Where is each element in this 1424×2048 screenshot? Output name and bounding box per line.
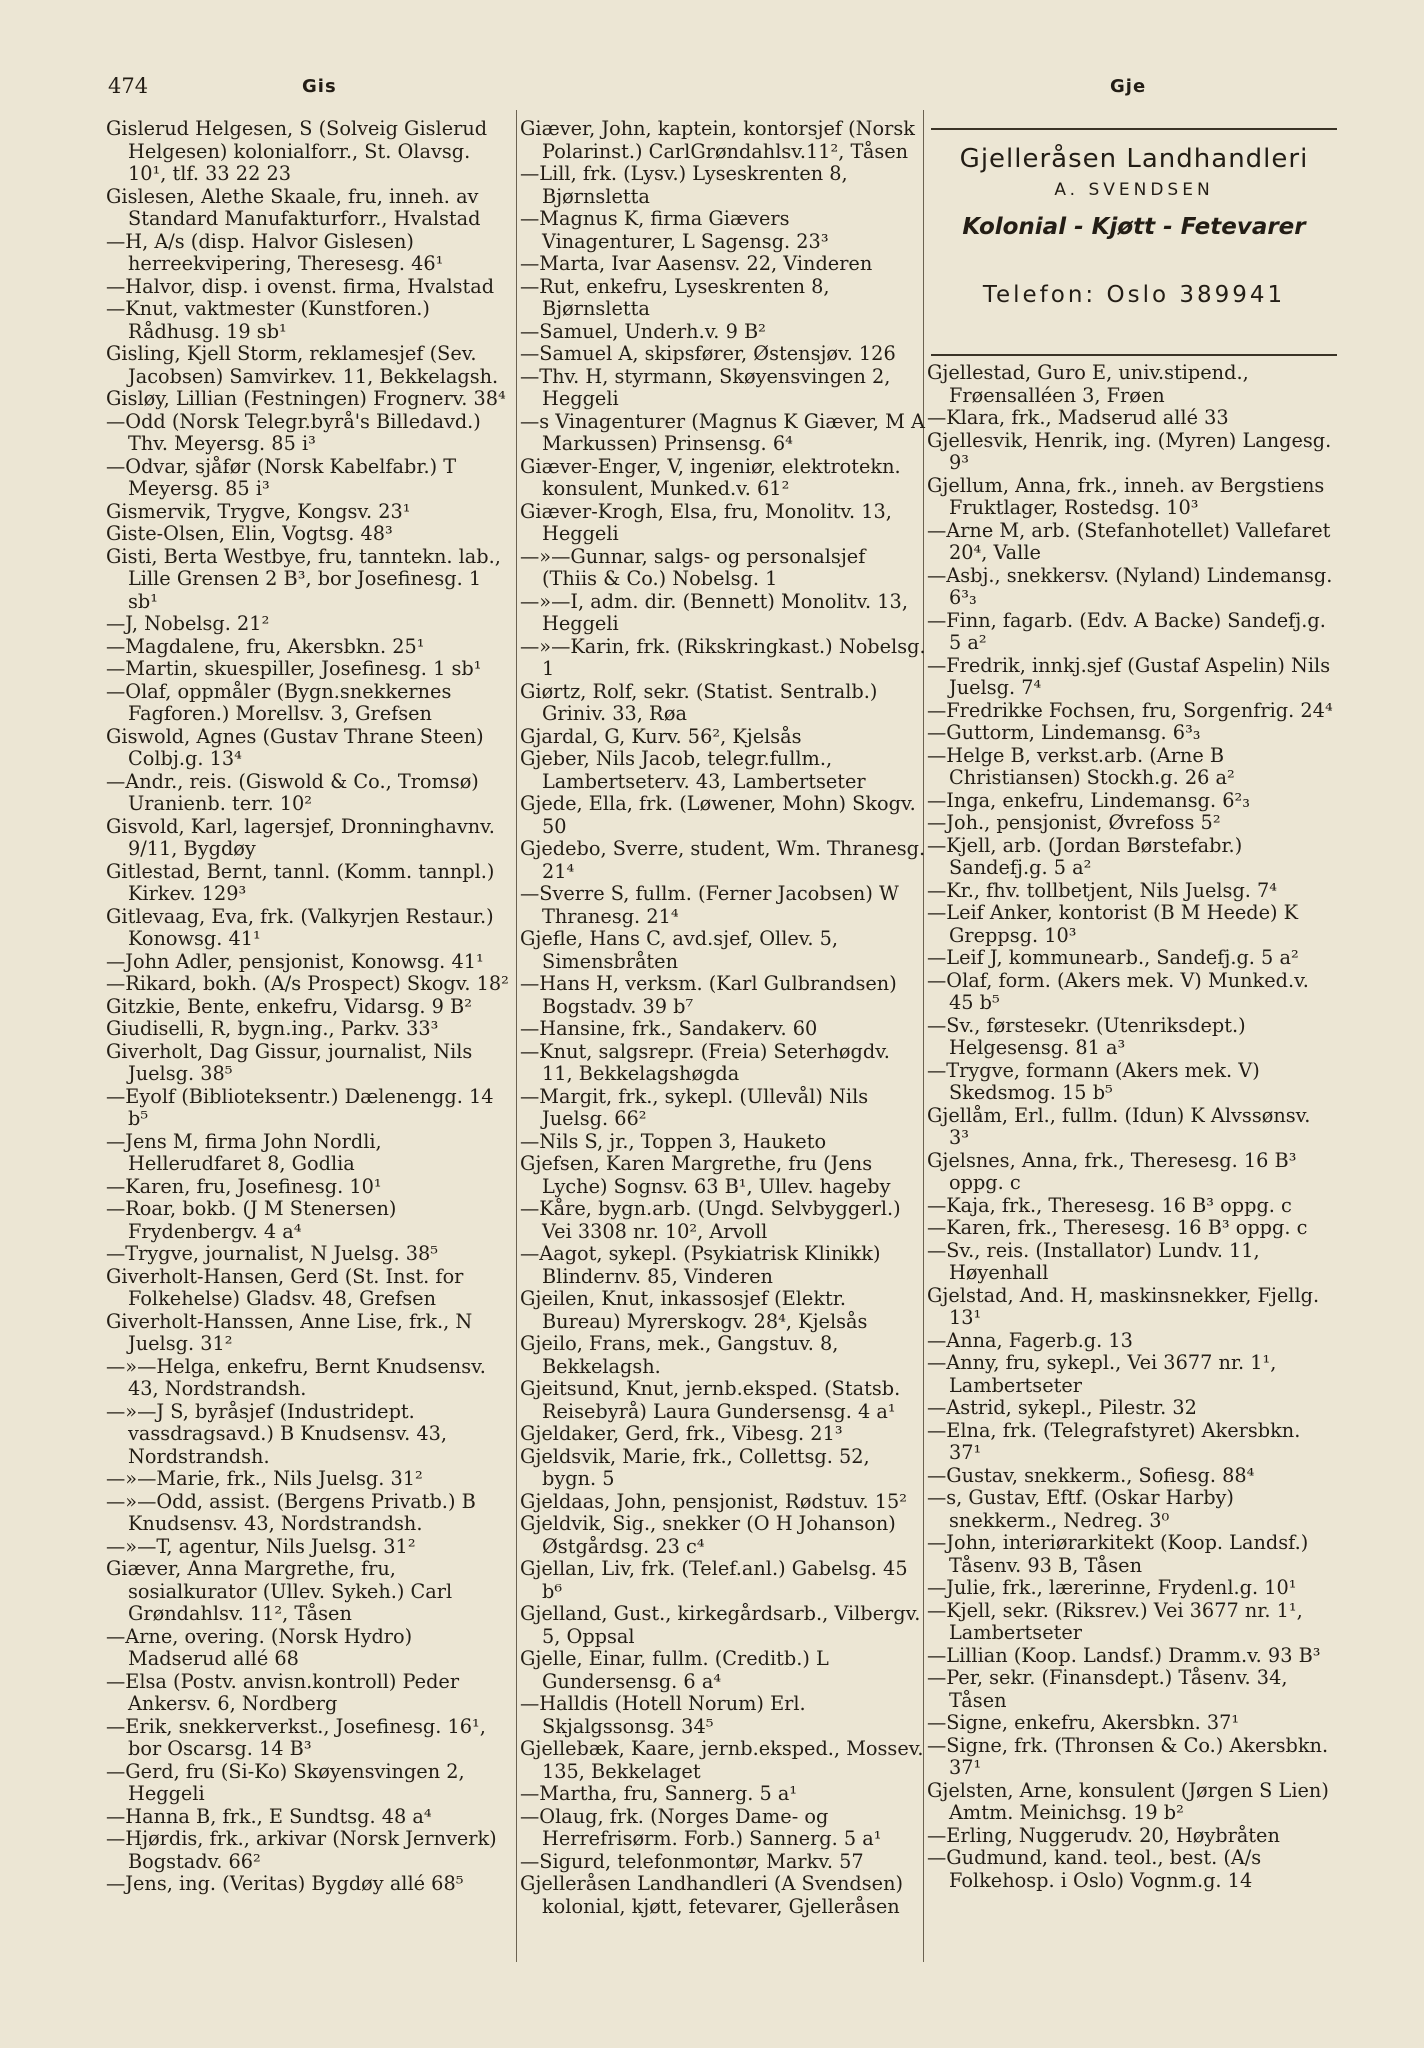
directory-entry: —Thv. H, styrmann, Skøyensvingen 2, Heggeli	[520, 364, 891, 410]
directory-entry: —Magnus K, firma Giævers Vinagenturer, L Sagensg. 23³	[520, 207, 829, 253]
advertisement-box	[931, 128, 1337, 356]
directory-entry: —Asbj., snekkersv. (Nyland) Lindemansg. 6³₃	[927, 563, 1333, 609]
directory-entry: Giverholt-Hansen, Gerd (St. Inst. for Folkehelse) Gladsv. 48, Grefsen	[106, 1264, 464, 1310]
directory-entry: —Odd (Norsk Telegr.byrå's Billedavd.) Thv. Meyersg. 85 i³	[106, 409, 481, 455]
directory-entry: Gjeldaker, Gerd, frk., Vibesg. 21³	[520, 1422, 843, 1445]
directory-entry: Gjeitsund, Knut, jernb.eksped. (Statsb. Reisebyrå) Laura Gundersensg. 4 a¹	[520, 1377, 901, 1423]
directory-entry: Gismervik, Trygve, Kongsv. 23¹	[106, 499, 411, 523]
directory-entry: —»—Karin, frk. (Rikskringkast.) Nobelsg. 1	[520, 634, 926, 680]
directory-entry: —Olaf, oppmåler (Bygn.snekkernes Fagforen.) Morellsv. 3, Grefsen	[106, 679, 452, 725]
directory-entry: Giste-Olsen, Elin, Vogtsg. 48³	[106, 522, 393, 545]
directory-entry: —Kaja, frk., Theresesg. 16 B³ oppg. c	[927, 1193, 1292, 1217]
directory-entry: Giørtz, Rolf, sekr. (Statist. Sentralb.) Griniv. 33, Røa	[520, 679, 878, 725]
directory-entry: Giverholt-Hanssen, Anne Lise, frk., N Juelsg. 31²	[106, 1309, 473, 1355]
directory-entry: Gjelsten, Arne, konsulent (Jørgen S Lien) Amtm. Meinichsg. 19 b²	[927, 1778, 1329, 1824]
directory-column-3	[927, 362, 1333, 1892]
directory-entry: —s, Gustav, Eftf. (Oskar Harby) snekkerm., Nedreg. 3⁰	[927, 1486, 1234, 1532]
directory-entry: —Trygve, journalist, N Juelsg. 38⁵	[106, 1242, 439, 1265]
directory-entry: —Signe, enkefru, Akersbkn. 37¹	[927, 1711, 1240, 1734]
directory-entry: Giudiselli, R, bygn.ing., Parkv. 33³	[106, 1017, 439, 1040]
directory-column-2	[520, 118, 926, 1918]
directory-entry: —Anny, fru, sykepl., Vei 3677 nr. 1¹, Lambertseter	[927, 1351, 1277, 1397]
directory-entry: —s Vinagenturer (Magnus K Giæver, M A Markussen) Prinsensg. 6⁴	[520, 409, 925, 455]
directory-entry: Giæver-Krogh, Elsa, fru, Monolitv. 13, Heggeli	[520, 499, 892, 545]
directory-entry: —Anna, Fagerb.g. 13	[927, 1328, 1133, 1352]
directory-entry: —Leif Anker, kontorist (B M Heede) K Greppsg. 10³	[927, 901, 1299, 947]
directory-entry: —Rut, enkefru, Lyseskrenten 8, Bjørnsletta	[520, 274, 830, 320]
directory-entry: —John Adler, pensjonist, Konowsg. 41¹	[106, 949, 484, 973]
directory-entry: Gjedebo, Sverre, student, Wm. Thranesg. 21⁴	[520, 837, 926, 883]
directory-entry: Gislesen, Alethe Skaale, fru, inneh. av Standard Manufakturforr., Hvalstad	[106, 184, 481, 230]
directory-entry: —Finn, fagarb. (Edv. A Backe) Sandefj.g. 5 a²	[927, 608, 1326, 654]
directory-entry: Gjeldaas, John, pensjonist, Rødstuv. 15²	[520, 1489, 908, 1513]
ad-phone: Telefon: Oslo 389941	[982, 282, 1286, 308]
directory-entry: Gjellebæk, Kaare, jernb.eksped., Mossev. 135, Bekkelaget	[520, 1737, 924, 1783]
directory-entry: —Lill, frk. (Lysv.) Lyseskrenten 8, Bjørnsletta	[520, 162, 848, 208]
directory-entry: —Hjørdis, frk., arkivar (Norsk Jernverk) Bogstadv. 66²	[106, 1827, 497, 1873]
directory-entry: —Hansine, frk., Sandakerv. 60	[520, 1017, 818, 1040]
directory-entry: —»—Gunnar, salgs- og personalsjef (Thiis & Co.) Nobelsg. 1	[520, 544, 866, 590]
directory-entry: —Helge B, verkst.arb. (Arne B Christiansen) Stockh.g. 26 a²	[927, 743, 1235, 789]
ad-owner: A. SVENDSEN	[1054, 180, 1214, 200]
directory-entry: Gjeilo, Frans, mek., Gangstuv. 8, Bekkelagsh.	[520, 1332, 839, 1378]
directory-entry: Giæver-Enger, V, ingeniør, elektrotekn. konsulent, Munked.v. 61²	[520, 454, 901, 500]
left-running-header: Gis	[302, 76, 337, 97]
directory-entry: Gisling, Kjell Storm, reklamesjef (Sev. Jacobsen) Samvirkev. 11, Bekkelagsh.	[106, 342, 499, 388]
directory-entry: —John, interiørarkitekt (Koop. Landsf.) Tåsenv. 93 B, Tåsen	[927, 1531, 1309, 1577]
directory-entry: —Kjell, arb. (Jordan Børstefabr.) Sandefj.g. 5 a²	[927, 833, 1243, 879]
directory-entry: Gitzkie, Bente, enkefru, Vidarsg. 9 B²	[106, 994, 472, 1018]
directory-entry: —Erik, snekkerverkst., Josefinesg. 16¹, bor Oscarsg. 14 B³	[106, 1714, 486, 1760]
directory-entry: Gislerud Helgesen, S (Solveig Gislerud Helgesen) kolonialforr., St. Olavsg. 10¹, tlf. 33 22 23	[106, 117, 488, 185]
directory-entry: —Rikard, bokh. (A/s Prospect) Skogv. 18²	[106, 972, 509, 995]
directory-entry: —Samuel A, skipsfører, Østensjøv. 126	[520, 342, 896, 365]
directory-entry: —Olaug, frk. (Norges Dame- og Herrefrisørm. Forb.) Sannerg. 5 a¹	[520, 1804, 882, 1850]
ad-goods: Kolonial - Kjøtt - Fetevarer	[962, 214, 1306, 240]
directory-entry: —Sv., førstesekr. (Utenriksdept.) Helgesensg. 81 a³	[927, 1013, 1246, 1059]
directory-entry: —Astrid, sykepl., Pilestr. 32	[927, 1396, 1197, 1419]
directory-entry: —Inga, enkefru, Lindemansg. 6²₃	[927, 788, 1250, 812]
directory-entry: —Signe, frk. (Thronsen & Co.) Akersbkn. 37¹	[927, 1733, 1329, 1779]
directory-entry: Gjellåm, Erl., fullm. (Idun) K Alvssønsv. 3³	[927, 1103, 1311, 1149]
directory-entry: —Elna, frk. (Telegrafstyret) Akersbkn. 37¹	[927, 1418, 1301, 1464]
page-number: 474	[108, 74, 149, 98]
directory-entry: Gjefsen, Karen Margrethe, fru (Jens Lyche) Sognsv. 63 B¹, Ullev. hageby	[520, 1152, 891, 1198]
directory-entry: —Jens, ing. (Veritas) Bygdøy allé 68⁵	[106, 1872, 464, 1895]
directory-entry: —Lillian (Koop. Landsf.) Dramm.v. 93 B³	[927, 1643, 1321, 1667]
directory-entry: Giæver, John, kaptein, kontorsjef (Norsk Polarinst.) CarlGrøndahlsv.11², Tåsen	[520, 117, 915, 163]
directory-entry: Gjeilen, Knut, inkassosjef (Elektr. Bureau) Myrerskogv. 28⁴, Kjelsås	[520, 1287, 868, 1333]
directory-entry: —Erling, Nuggerudv. 20, Høybråten	[927, 1823, 1280, 1847]
directory-entry: Gitlestad, Bernt, tannl. (Komm. tannpl.) Kirkev. 129³	[106, 859, 495, 905]
directory-entry: —Arne, overing. (Norsk Hydro) Madserud allé 68	[106, 1624, 413, 1670]
directory-entry: —»—Odd, assist. (Bergens Privatb.) B Knudsensv. 43, Nordstrandsh.	[106, 1489, 476, 1535]
directory-entry: —Knut, vaktmester (Kunstforen.) Rådhusg. 19 sb¹	[106, 297, 430, 343]
directory-entry: —Martha, fru, Sannerg. 5 a¹	[520, 1782, 798, 1805]
directory-entry: Gjellan, Liv, frk. (Telef.anl.) Gabelsg. 45 b⁶	[520, 1557, 908, 1603]
directory-entry: Giverholt, Dag Gissur, journalist, Nils Juelsg. 38⁵	[106, 1039, 473, 1085]
directory-entry: —»—Helga, enkefru, Bernt Knudsensv. 43, Nordstrandsh.	[106, 1354, 486, 1400]
directory-entry: —Kr., fhv. tollbetjent, Nils Juelsg. 7⁴	[927, 878, 1278, 902]
directory-entry: —Olaf, form. (Akers mek. V) Munked.v. 45 b⁵	[927, 968, 1309, 1014]
column-divider	[516, 110, 517, 1962]
directory-entry: Gjellestad, Guro E, univ.stipend., Frøensalléen 3, Frøen	[927, 361, 1249, 407]
directory-entry: —Julie, frk., lærerinne, Frydenl.g. 10¹	[927, 1576, 1297, 1599]
directory-entry: Gjelsnes, Anna, frk., Theresesg. 16 B³ oppg. c	[927, 1148, 1297, 1194]
directory-entry: —Aagot, sykepl. (Psykiatrisk Klinikk) Blindernv. 85, Vinderen	[520, 1242, 881, 1288]
directory-entry: —H, A/s (disp. Halvor Gislesen) herreekvipering, Theresesg. 46¹	[106, 229, 444, 275]
directory-entry: —Kjell, sekr. (Riksrev.) Vei 3677 nr. 1¹, Lambertseter	[927, 1598, 1303, 1644]
directory-entry: Gjellesvik, Henrik, ing. (Myren) Langesg. 9³	[927, 428, 1332, 474]
directory-entry: —Nils S, jr., Toppen 3, Hauketo	[520, 1129, 827, 1153]
directory-entry: —Gudmund, kand. teol., best. (A/s Folkehosp. i Oslo) Vognm.g. 14	[927, 1846, 1262, 1892]
directory-entry: Gisløy, Lillian (Festningen) Frognerv. 38⁴	[106, 387, 506, 410]
directory-entry: Gjelland, Gust., kirkegårdsarb., Vilbergv. 5, Oppsal	[520, 1602, 921, 1648]
directory-entry: —Sv., reis. (Installator) Lundv. 11, Høyenhall	[927, 1238, 1260, 1284]
directory-entry: Gjelleråsen Landhandleri (A Svendsen) kolonial, kjøtt, fetevarer, Gjelleråsen	[520, 1872, 904, 1918]
directory-entry: —Trygve, formann (Akers mek. V) Skedsmog. 15 b⁵	[927, 1058, 1260, 1104]
directory-entry: Gjellum, Anna, frk., inneh. av Bergstiens Fruktlager, Rostedsg. 10³	[927, 473, 1325, 519]
directory-entry: —Hanna B, frk., E Sundtsg. 48 a⁴	[106, 1804, 432, 1828]
directory-entry: Gjeldvik, Sig., snekker (O H Johanson) Østgårdsg. 23 c⁴	[520, 1512, 896, 1558]
directory-entry: —Gustav, snekkerm., Sofiesg. 88⁴	[927, 1463, 1255, 1487]
directory-entry: —Roar, bokb. (J M Stenersen) Frydenbergv. 4 a⁴	[106, 1197, 397, 1243]
directory-entry: —Leif J, kommunearb., Sandefj.g. 5 a²	[927, 946, 1299, 969]
directory-entry: —Margit, frk., sykepl. (Ullevål) Nils Juelsg. 66²	[520, 1084, 869, 1130]
directory-entry: Gjelstad, And. H, maskinsnekker, Fjellg. 13¹	[927, 1283, 1320, 1329]
directory-entry: —Marta, Ivar Aasensv. 22, Vinderen	[520, 252, 873, 275]
directory-entry: —Martin, skuespiller, Josefinesg. 1 sb¹	[106, 657, 482, 680]
directory-entry: Gjede, Ella, frk. (Løwener, Mohn) Skogv. 50	[520, 792, 916, 838]
directory-entry: —Karen, fru, Josefinesg. 10¹	[106, 1174, 382, 1198]
directory-entry: —Guttorm, Lindemansg. 6³₃	[927, 721, 1201, 744]
directory-entry: —Karen, frk., Theresesg. 16 B³ oppg. c	[927, 1216, 1308, 1239]
directory-column-1	[106, 118, 513, 1896]
directory-entry: —Elsa (Postv. anvisn.kontroll) Peder Ankersv. 6, Nordberg	[106, 1669, 460, 1715]
directory-entry: Gjeldsvik, Marie, frk., Collettsg. 52, bygn. 5	[520, 1444, 870, 1490]
directory-entry: Gjardal, G, Kurv. 56², Kjelsås	[520, 724, 802, 748]
ad-title: Gjelleråsen Landhandleri	[959, 144, 1309, 174]
directory-entry: —Fredrik, innkj.sjef (Gustaf Aspelin) Nils Juelsg. 7⁴	[927, 653, 1331, 699]
directory-entry: Giæver, Anna Margrethe, fru, sosialkurator (Ullev. Sykeh.) Carl Grøndahlsv. 11², Tåsen	[106, 1557, 453, 1625]
directory-entry: —Joh., pensjonist, Øvrefoss 5²	[927, 811, 1221, 834]
directory-entry: —Gerd, fru (Si-Ko) Skøyensvingen 2, Heggeli	[106, 1759, 465, 1805]
directory-entry: —»—Marie, frk., Nils Juelsg. 31²	[106, 1467, 423, 1490]
directory-entry: —Odvar, sjåfør (Norsk Kabelfabr.) T Meyersg. 85 i³	[106, 454, 457, 500]
directory-entry: Gisvold, Karl, lagersjef, Dronninghavnv. 9/11, Bygdøy	[106, 814, 495, 860]
directory-entry: —Jens M, firma John Nordli, Hellerudfaret 8, Godlia	[106, 1129, 382, 1175]
directory-entry: —Magdalene, fru, Akersbkn. 25¹	[106, 634, 425, 658]
right-running-header: Gje	[1110, 76, 1147, 97]
directory-entry: —Andr., reis. (Giswold & Co., Tromsø) Uranienb. terr. 10²	[106, 769, 479, 815]
directory-entry: Gjeber, Nils Jacob, telegr.fullm., Lambertseterv. 43, Lambertseter	[520, 747, 866, 793]
directory-entry: —Arne M, arb. (Stefanhotellet) Vallefaret 20⁴, Valle	[927, 518, 1331, 564]
directory-entry: Gisti, Berta Westbye, fru, tanntekn. lab., Lille Grensen 2 B³, bor Josefinesg. 1 sb¹	[106, 544, 501, 613]
directory-entry: —Hans H, verksm. (Karl Gulbrandsen) Bogstadv. 39 b⁷	[520, 972, 897, 1018]
directory-entry: —Samuel, Underh.v. 9 B²	[520, 319, 766, 343]
directory-entry: —Eyolf (Biblioteksentr.) Dælenengg. 14 b⁵	[106, 1084, 494, 1130]
directory-entry: —Sverre S, fullm. (Ferner Jacobsen) W Thranesg. 21⁴	[520, 882, 899, 928]
directory-entry: Giswold, Agnes (Gustav Thrane Steen) Colbj.g. 13⁴	[106, 724, 484, 770]
directory-entry: —Halldis (Hotell Norum) Erl. Skjalgssonsg. 34⁵	[520, 1692, 806, 1738]
directory-entry: —Fredrikke Fochsen, fru, Sorgenfrig. 24⁴	[927, 698, 1333, 722]
directory-entry: Gjefle, Hans C, avd.sjef, Ollev. 5, Simensbråten	[520, 927, 839, 973]
directory-entry: —Knut, salgsrepr. (Freia) Seterhøgdv. 11, Bekkelagshøgda	[520, 1039, 890, 1085]
directory-entry: —»—T, agentur, Nils Juelsg. 31²	[106, 1534, 416, 1558]
directory-entry: —Sigurd, telefonmontør, Markv. 57	[520, 1849, 864, 1873]
directory-entry: —Per, sekr. (Finansdept.) Tåsenv. 34, Tåsen	[927, 1666, 1288, 1712]
directory-entry: —Klara, frk., Madserud allé 33	[927, 406, 1229, 429]
directory-entry: —Halvor, disp. i ovenst. firma, Hvalstad	[106, 274, 495, 298]
directory-entry: —»—I, adm. dir. (Bennett) Monolitv. 13, Heggeli	[520, 589, 908, 635]
directory-entry: Gjelle, Einar, fullm. (Creditb.) L Gundersensg. 6 a⁴	[520, 1647, 829, 1693]
directory-entry: Gitlevaag, Eva, frk. (Valkyrjen Restaur.) Konowsg. 41¹	[106, 904, 494, 950]
directory-entry: —»—J S, byråsjef (Industridept. vassdragsavd.) B Knudsensv. 43, Nordstrandsh.	[106, 1399, 448, 1468]
directory-entry: —J, Nobelsg. 21²	[106, 612, 270, 635]
directory-entry: —Kåre, bygn.arb. (Ungd. Selvbyggerl.) Vei 3308 nr. 10², Arvoll	[520, 1197, 901, 1243]
